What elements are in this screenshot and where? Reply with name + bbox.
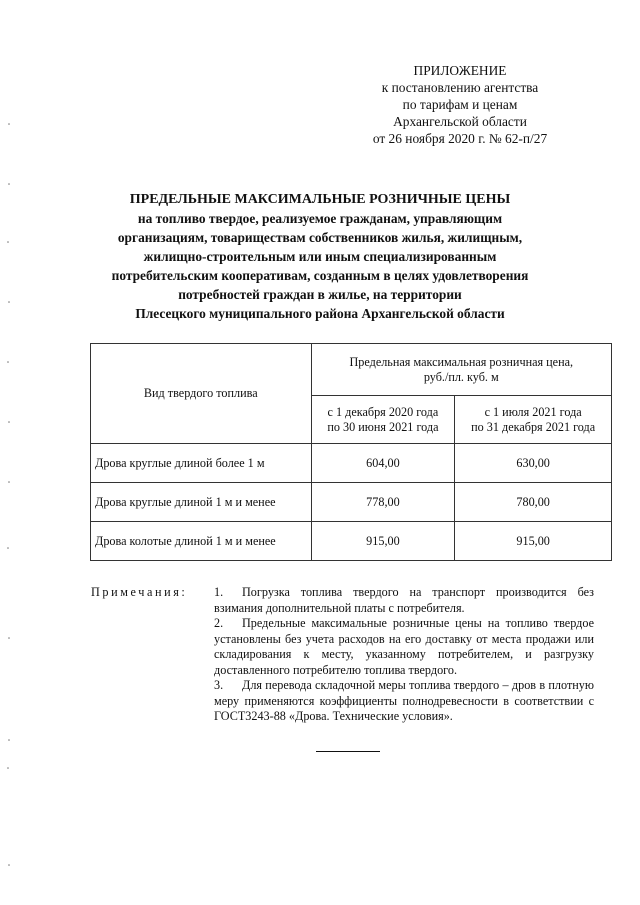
- note-text: Для перевода складочной меры топлива твердого – дров в плотную меру применяются коэффициенты полнодревесности в соответствии с ГОСТ3243-88 «Дрова. Технические условия».: [214, 678, 594, 723]
- price-cell: 630,00: [455, 444, 612, 483]
- period-header-1: [311, 396, 455, 444]
- note-number: 2.: [214, 616, 224, 630]
- period-1-start: с 1 декабря 2020 года: [327, 404, 439, 419]
- note-item: [214, 616, 594, 678]
- note-text: Погрузка топлива твердого на транспорт производится без взимания дополнительной платы с потребителя.: [214, 585, 594, 615]
- price-cell: 915,00: [311, 522, 455, 561]
- price-cell: 778,00: [311, 483, 455, 522]
- title-line: Плесецкого муниципального района Архангельской области: [135, 306, 505, 321]
- notes-label: Примечания:: [91, 585, 188, 599]
- period-2-start: с 1 июля 2021 года: [484, 404, 582, 419]
- scan-specks: [0, 0, 20, 905]
- price-header-line: Предельная максимальная розничная цена,: [349, 354, 574, 369]
- notes-list: [214, 585, 594, 725]
- fuel-type-header: [91, 344, 312, 444]
- appendix-line: Архангельской области: [393, 114, 527, 129]
- note-number: 1.: [214, 585, 224, 599]
- price-header: [311, 344, 611, 396]
- fuel-name-cell: Дрова круглые длиной 1 м и менее: [91, 483, 312, 522]
- appendix-line: по тарифам и ценам: [402, 97, 518, 112]
- table-row: [91, 483, 612, 522]
- title-line: потребностей граждан в жилье, на территории: [178, 287, 462, 302]
- closing-rule: [316, 751, 380, 752]
- price-cell: 604,00: [311, 444, 455, 483]
- period-1-end: по 30 июня 2021 года: [327, 419, 439, 434]
- fuel-name-cell: Дрова круглые длиной более 1 м: [91, 444, 312, 483]
- title-line: организациям, товариществам собственников жилья, жилищным,: [117, 230, 523, 245]
- title-main: ПРЕДЕЛЬНЫЕ МАКСИМАЛЬНЫЕ РОЗНИЧНЫЕ ЦЕНЫ: [129, 192, 511, 207]
- price-cell: 915,00: [455, 522, 612, 561]
- price-header-unit: руб./пл. куб. м: [423, 369, 499, 384]
- fuel-type-header-text: Вид твердого топлива: [143, 386, 258, 400]
- document-title: [100, 190, 540, 323]
- price-cell: 780,00: [455, 483, 612, 522]
- title-line: потребительским кооперативам, созданным в целях удовлетворения: [111, 268, 529, 283]
- period-2-end: по 31 декабря 2021 года: [471, 419, 596, 434]
- fuel-name-cell: Дрова колотые длиной 1 м и менее: [91, 522, 312, 561]
- note-item: [214, 678, 594, 725]
- table-row: [91, 444, 612, 483]
- note-text: Предельные максимальные розничные цены на топливо твердое установлены без учета расходов на его доставку от места продажи или складирования к месту, указанному потребителем, и разгрузку доставленного потребителю топлива твердого.: [214, 616, 594, 677]
- table-header-row: [91, 344, 612, 396]
- period-header-2: [455, 396, 612, 444]
- title-line: жилищно-строительным или иным специализированным: [143, 249, 497, 264]
- appendix-line: к постановлению агентства: [381, 80, 539, 95]
- title-line: на топливо твердое, реализуемое гражданам, управляющим: [137, 211, 503, 226]
- note-item: [214, 585, 594, 616]
- note-number: 3.: [214, 678, 224, 692]
- appendix-header: [340, 62, 580, 147]
- appendix-title: ПРИЛОЖЕНИЕ: [413, 63, 507, 78]
- appendix-date: от 26 ноября 2020 г. № 62-п/27: [372, 131, 548, 146]
- table-row: [91, 522, 612, 561]
- price-table: [90, 343, 612, 561]
